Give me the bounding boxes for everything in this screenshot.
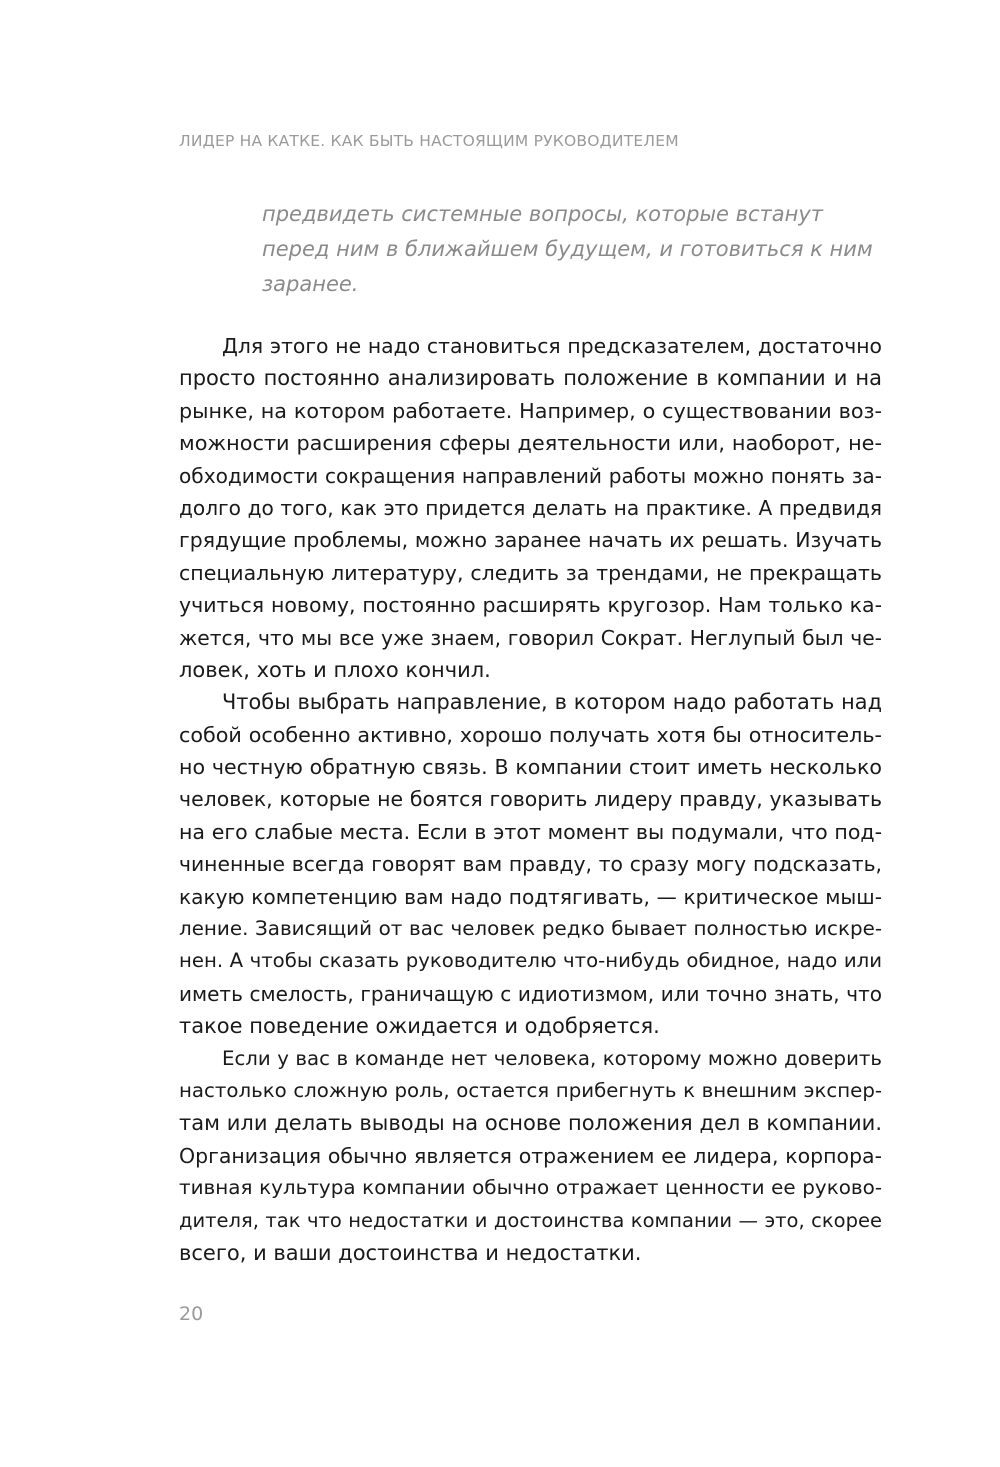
text-line: жется, что мы все уже знаем, говорил Сократ. Неглупый был че- [179,625,882,650]
text-line: чиненные всегда говорят вам правду, то сразу могу подсказать, [179,852,882,877]
text-line: на его слабые места. Если в этот момент вы подумали, что под- [179,819,882,844]
paragraph-1 [179,330,882,686]
pull-quote [262,197,882,302]
text-line: тивная культура компании обычно отражает ценности ее руково- [179,1176,882,1200]
text-line: ловек, хоть и плохо кончил. [179,657,491,682]
text-line: там или делать выводы на основе положения дел в компании. [179,1111,882,1136]
text-line: Для этого не надо становиться предсказателем, достаточно [222,334,882,358]
text-line: грядущие проблемы, можно заранее начать их решать. Изучать [179,528,882,553]
text-line: человек, которые не боятся говорить лидеру правду, указывать [179,787,882,812]
text-line: ление. Зависящий от вас человек редко бывает полностью искре- [179,917,882,941]
text-line: собой особенно активно, хорошо получать хотя бы относитель- [179,722,882,747]
text-line: просто постоянно анализировать положение в компании и на [179,366,882,391]
text-line: учиться новому, постоянно расширять кругозор. Нам только ка- [179,593,882,618]
text-line: но честную обратную связь. В компании стоит иметь несколько [179,755,882,780]
text-line: Организация обычно является отражением ее лидера, корпора- [179,1143,882,1168]
page-number: 20 [179,1303,204,1325]
text-line: Если у вас в команде нет человека, которому можно доверить [222,1046,882,1070]
running-head: ЛИДЕР НА КАТКЕ. КАК БЫТЬ НАСТОЯЩИМ РУКОВОДИТЕЛЕМ [179,132,679,150]
body-text [179,330,882,1269]
text-line: такое поведение ожидается и одобряется. [179,1014,660,1039]
quote-line: предвидеть системные вопросы, которые встанут [262,202,824,226]
text-line: всего, и ваши достоинства и недостатки. [179,1240,642,1265]
quote-line: заранее. [262,272,359,296]
text-line: долго до того, как это придется делать на практике. А предвидя [179,495,882,520]
text-line: обходимости сокращения направлений работы можно понять за- [179,463,882,488]
text-line: иметь смелость, граничащую с идиотизмом, или точно знать, что [179,981,882,1006]
paragraph-2 [179,686,882,1042]
text-line: нен. А чтобы сказать руководителю что-нибудь обидное, надо или [179,949,882,973]
text-line: специальную литературу, следить за трендами, не прекращать [179,560,882,585]
text-line: можности расширения сферы деятельности или, наоборот, не- [179,431,882,456]
text-line: дителя, так что недостатки и достоинства компании — это, скорее [179,1208,882,1232]
text-line: настолько сложную роль, остается прибегнуть к внешним экспер- [179,1078,882,1102]
text-line: рынке, на котором работаете. Например, о существовании воз- [179,398,882,423]
paragraph-3 [179,1043,882,1270]
text-line: Чтобы выбрать направление, в котором надо работать над [222,690,882,715]
quote-line: перед ним в ближайшем будущем, и готовиться к ним [262,237,873,261]
text-line: какую компетенцию вам надо подтягивать, — критическое мыш- [179,884,882,909]
